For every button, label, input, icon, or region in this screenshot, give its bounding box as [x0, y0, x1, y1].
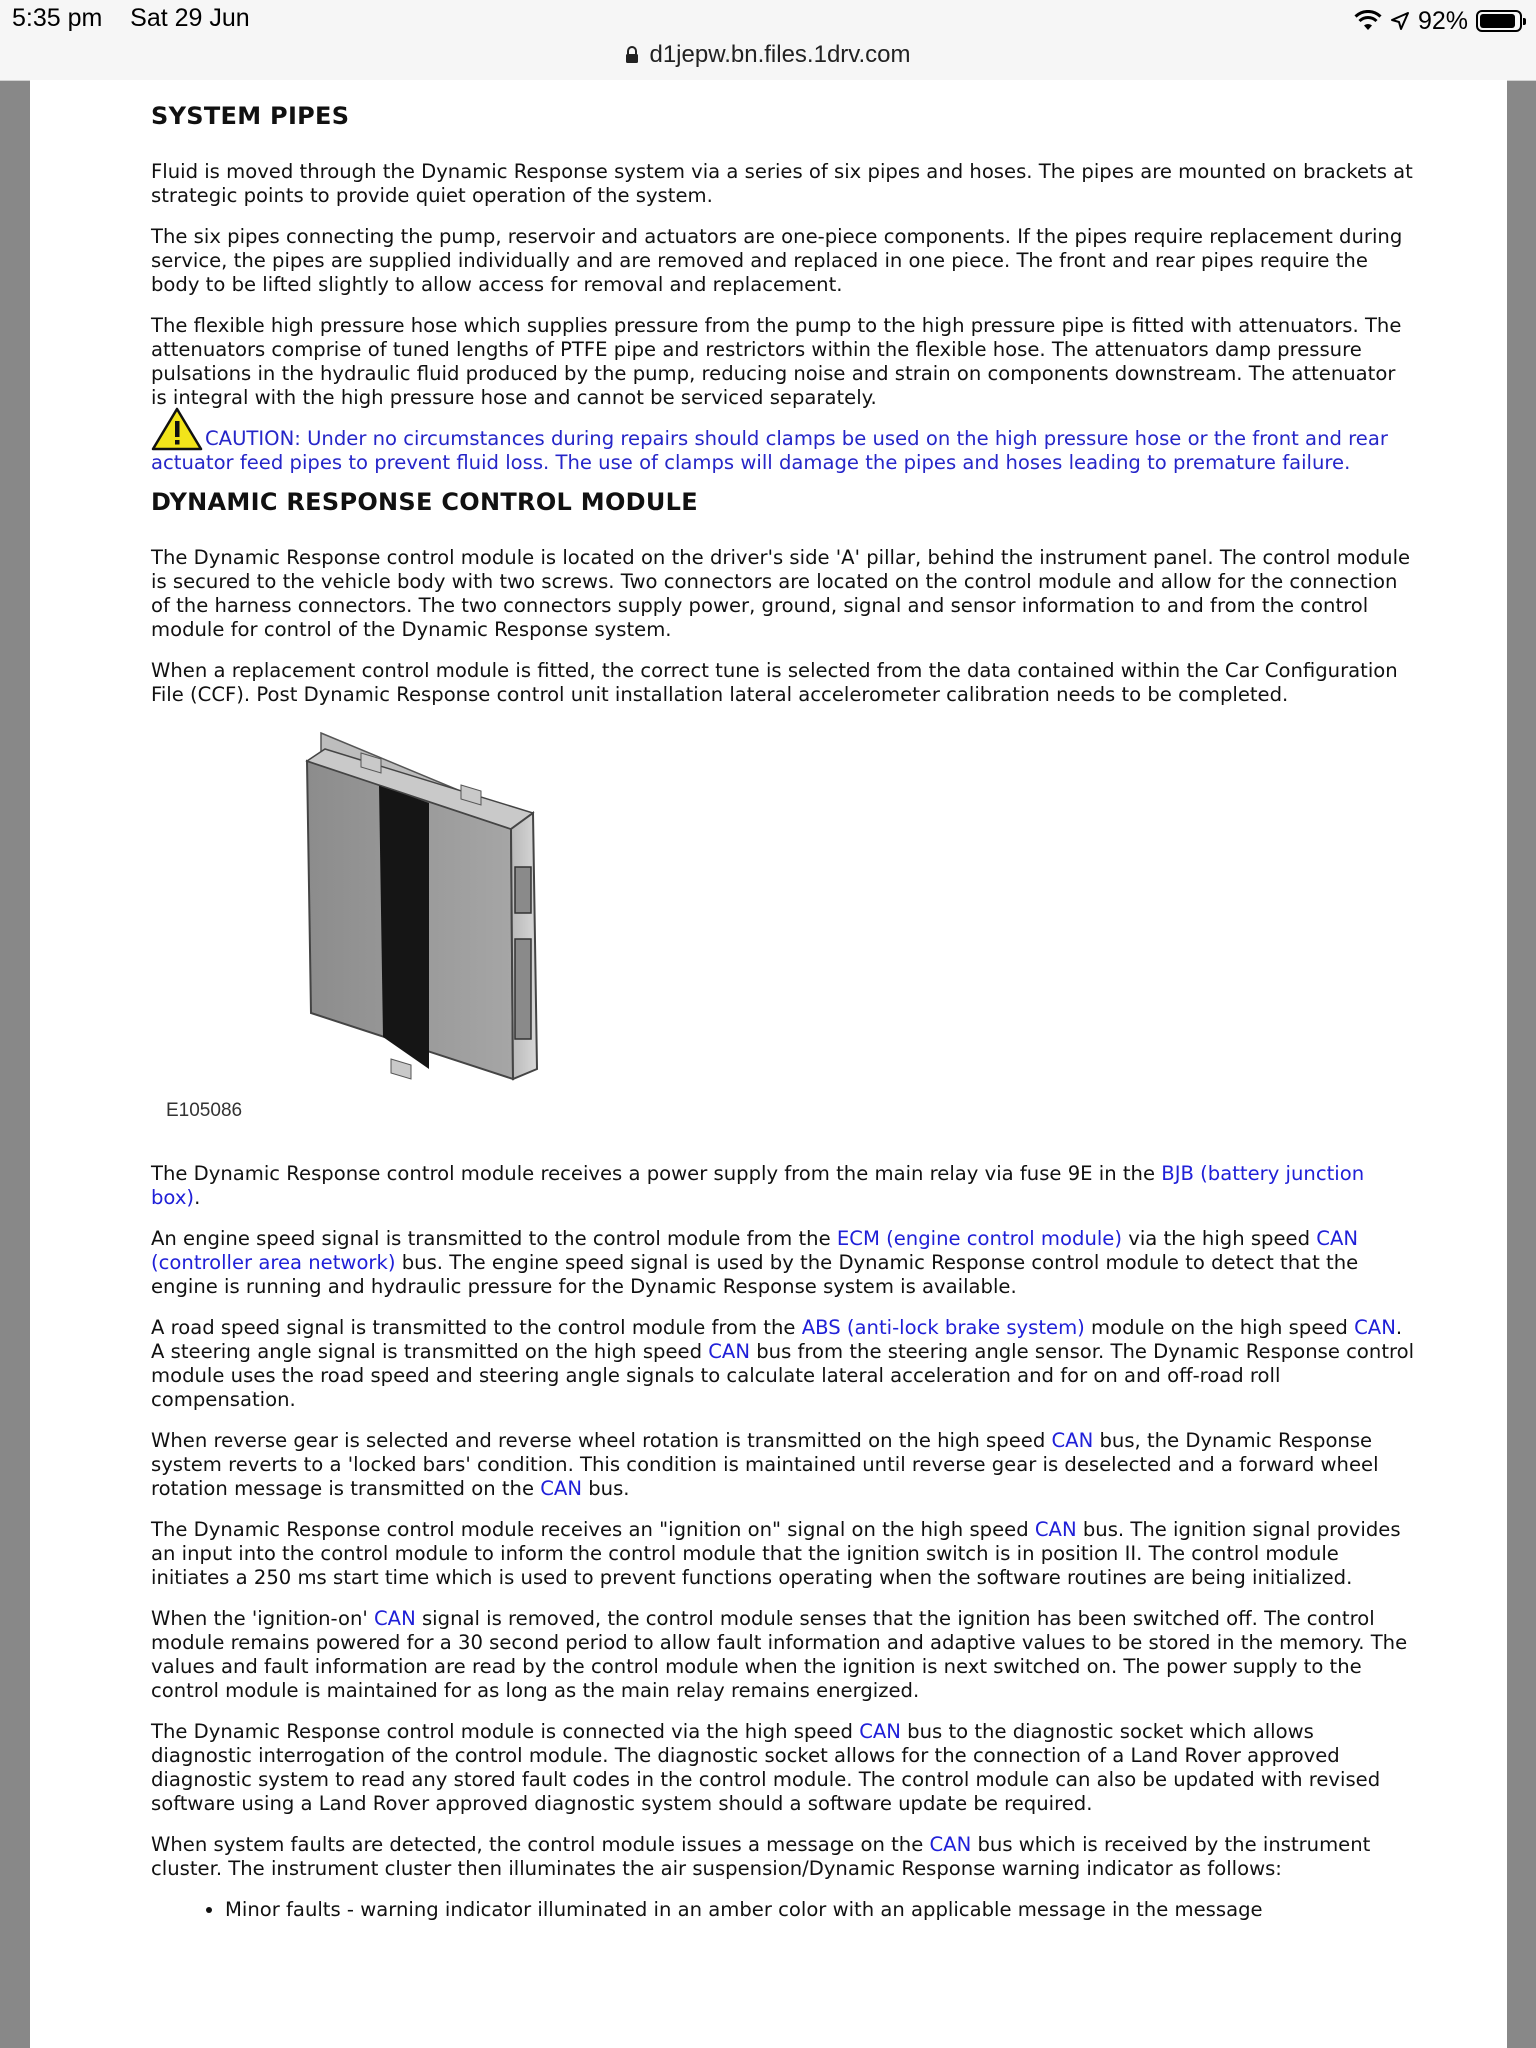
caution-notice — [151, 427, 1416, 475]
link-can[interactable]: CAN — [1354, 1316, 1396, 1339]
control-module-illustration — [301, 729, 601, 1089]
paragraph: When reverse gear is selected and reverse wheel rotation is transmitted on the high speed CAN bus, the Dynamic Response system reverts to a 'locked bars' condition. This condition is maintained until reverse gear is deselected and a forward wheel rotation message is transmitted on the CAN bus. — [151, 1429, 1379, 1500]
status-time: 5:35 pm — [12, 4, 103, 32]
paragraph: A road speed signal is transmitted to the control module from the ABS (anti-lock brake system) module on the high speed CAN. A steering angle signal is transmitted on the high speed CAN bus from the steering angle sensor. The Dynamic Response control module uses the road speed and steering angle signals to calculate lateral acceleration and for on and off-road roll compensation. — [151, 1316, 1415, 1411]
link-can[interactable]: CAN — [929, 1833, 972, 1856]
link-can[interactable]: CAN (controller area network) — [151, 1227, 1359, 1274]
warning-triangle-icon — [151, 407, 203, 451]
control-module-figure — [151, 729, 1416, 1144]
paragraph: The six pipes connecting the pump, reservoir and actuators are one-piece components. If the pipes require replacement during service, the pipes are supplied individually and are removed and replaced in one piece. The front and rear pipes require the body to be lifted slightly to allow access for removal and replacement. — [151, 225, 1403, 296]
status-bar — [0, 0, 1536, 81]
paragraph: Fluid is moved through the Dynamic Response system via a series of six pipes and hoses. The pipes are mounted on brackets at strategic points to provide quiet operation of the system. — [151, 160, 1413, 207]
paragraph: The Dynamic Response control module receives an "ignition on" signal on the high speed CAN bus. The ignition signal provides an input into the control module to inform the control module that the ignition switch is in position II. The control module initiates a 250 ms start time which is used to prevent functions operating when the software routines are being initialized. — [151, 1518, 1401, 1589]
link-can[interactable]: CAN — [540, 1477, 582, 1500]
paragraph: The Dynamic Response control module is connected via the high speed CAN bus to the diagnostic socket which allows diagnostic interrogation of the control module. The diagnostic socket allows for the connection of a Land Rover approved diagnostic system to read any stored fault codes in the control module. The control module can also be updated with revised software using a Land Rover approved diagnostic system should a software update be required. — [151, 1720, 1381, 1815]
caution-text: CAUTION: Under no circumstances during repairs should clamps be used on the high pressure hose or the front and rear actuator feed pipes to prevent fluid loss. The use of clamps will damage the pipes and hoses leading to premature failure. — [151, 427, 1388, 474]
link-can[interactable]: CAN — [1034, 1518, 1077, 1541]
document-page — [30, 80, 1507, 2048]
link-bjb[interactable]: BJB (battery junction box) — [151, 1162, 1365, 1209]
link-abs[interactable]: ABS (anti-lock brake system) — [801, 1316, 1085, 1339]
status-time-date — [12, 4, 250, 33]
fault-list — [151, 1898, 1416, 1922]
battery-icon — [1476, 10, 1522, 32]
link-can[interactable]: CAN — [1051, 1429, 1094, 1452]
address-bar[interactable] — [0, 38, 1536, 72]
paragraph: An engine speed signal is transmitted to the control module from the ECM (engine control module) via the high speed CAN (controller area network) bus. The engine speed signal is used by the Dynamic Response control module to detect that the engine is running and hydraulic pressure for the Dynamic Response system is available. — [151, 1227, 1359, 1298]
document-content — [151, 92, 1416, 1922]
list-item: • Minor faults - warning indicator illuminated in an amber color with an applicable message in the message — [225, 1898, 1416, 1922]
wifi-icon — [1354, 10, 1382, 32]
location-arrow-icon — [1390, 11, 1410, 31]
status-indicators — [1354, 4, 1522, 38]
figure-label: E105086 — [166, 1100, 243, 1121]
paragraph: When the 'ignition-on' CAN signal is removed, the control module senses that the ignition has been switched off. The control module remains powered for a 30 second period to allow fault information and adaptive values to be stored in the memory. The values and fault information are read by the control module when the ignition is next switched on. The power supply to the control module is maintained for as long as the main relay remains energized. — [151, 1607, 1408, 1702]
link-can[interactable]: CAN — [859, 1720, 901, 1743]
paragraph: The Dynamic Response control module receives a power supply from the main relay via fuse 9E in the BJB (battery junction box). — [151, 1162, 1365, 1209]
heading-system-pipes: SYSTEM PIPES — [151, 102, 350, 130]
paragraph: The Dynamic Response control module is located on the driver's side 'A' pillar, behind the instrument panel. The control module is secured to the vehicle body with two screws. Two connectors are located on the control module and allow for the connection of the harness connectors. The two connectors supply power, ground, signal and sensor information to and from the control module for control of the Dynamic Response system. — [151, 546, 1411, 641]
status-date: Sat 29 Jun — [130, 4, 250, 32]
paragraph: The flexible high pressure hose which supplies pressure from the pump to the high pressure pipe is fitted with attenuators. The attenuators comprise of tuned lengths of PTFE pipe and restrictors within the flexible hose. The attenuators damp pressure pulsations in the hydraulic fluid produced by the pump, reducing noise and strain on components downstream. The attenuator is integral with the high pressure hose and cannot be serviced separately. — [151, 314, 1402, 409]
paragraph: When system faults are detected, the control module issues a message on the CAN bus which is received by the instrument cluster. The instrument cluster then illuminates the air suspension/Dynamic Response warning indicator as follows: — [151, 1833, 1371, 1880]
battery-fill — [1480, 14, 1515, 28]
heading-control-module: DYNAMIC RESPONSE CONTROL MODULE — [151, 488, 698, 516]
paragraph: When a replacement control module is fitted, the correct tune is selected from the data contained within the Car Configuration File (CCF). Post Dynamic Response control unit installation lateral accelerometer calibration needs to be completed. — [151, 659, 1398, 706]
link-can[interactable]: CAN — [708, 1340, 750, 1363]
url-text: d1jepw.bn.files.1drv.com — [649, 41, 911, 68]
link-ecm[interactable]: ECM (engine control module) — [836, 1227, 1123, 1250]
lock-icon — [625, 46, 639, 64]
battery-percent: 92% — [1417, 6, 1468, 35]
link-can[interactable]: CAN — [374, 1607, 416, 1630]
